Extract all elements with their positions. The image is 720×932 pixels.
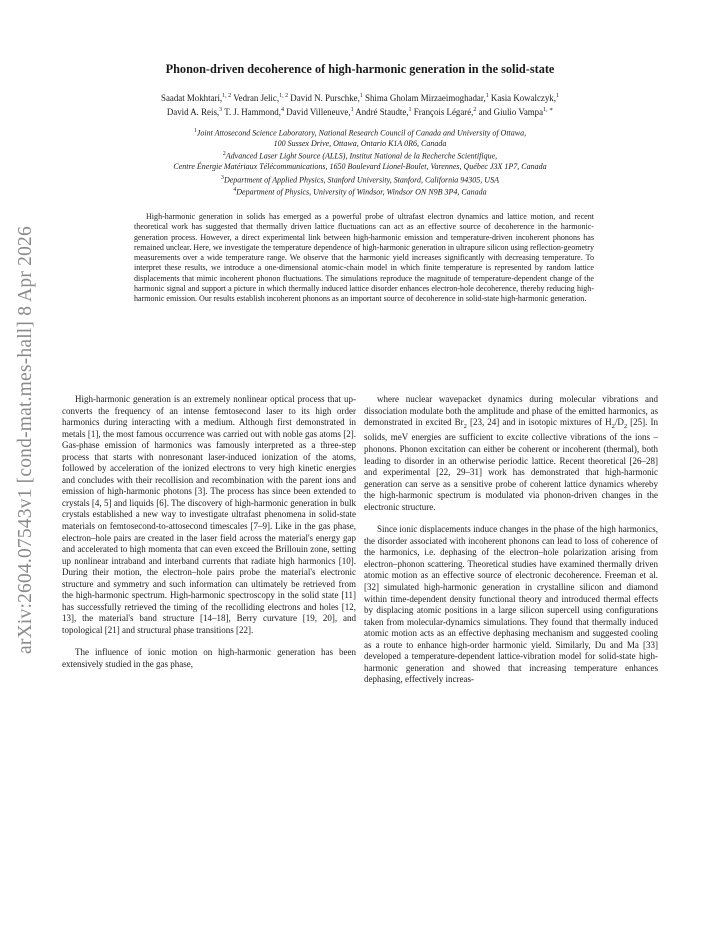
- affiliation-line: [40, 126, 680, 139]
- author-affil-mark: 1: [555, 93, 559, 99]
- author: Kasia Kowalczyk,: [490, 92, 556, 103]
- author: David N. Purschke,: [290, 92, 360, 103]
- body-paragraph: High-harmonic generation is an extremely nonlinear optical process that up-converts the frequency of an intense femtosecond laser to its high order harmonics during interacting with a medium. Although first demonstrated in metals [1], the most famous occurrence was carried out with noble gas atoms [2]. Gas-phase emission of harmonics was famously interpreted as a three-step process that starts with nonresonant laser-induced ionization of the atoms, followed by acceleration of the ionized electrons to very high kinetic energies and concludes with their recollision and recombination with the parent ions and emission of high-harmonic photons [3]. The process has since been extended to crystals [4, 5] and liquids [6]. The discovery of high-harmonic generation in bulk crystals established a new way to investigate ultrafast phenomena in solid-state materials on femtosecond-to-attosecond timescales [7–9]. Like in the gas phase, electron–hole pairs are created in the laser field across the material's energy gap and accelerated to high momenta that can even exceed the Brillouin zone, setting up nonlinear intraband and interband currents that radiate high harmonics [10]. During their motion, the electron–hole pairs probe the material's electronic structure and symmetry and such information can ultimately be retrieved from the high-harmonic spectrum. High-harmonic spectroscopy in the solid state [11] has successfully retrieved the timing of the recolliding electrons and holes [12, 13], the material's band structure [14–18], Berry curvature [19, 20], and topological [21] and structural phase transitions [22].: [62, 394, 356, 635]
- chem-subscript: 2: [611, 422, 615, 430]
- author: François Légaré,: [413, 106, 474, 117]
- affiliation-text: Joint Attosecond Science Laboratory, National Research Council of Canada and University of Ottawa,: [196, 128, 527, 138]
- author-list: [50, 91, 670, 118]
- author-affil-mark: 4: [280, 106, 284, 113]
- affiliation-text: Department of Physics, University of Windsor, Windsor ON N9B 3P4, Canada: [236, 188, 487, 198]
- paper-title: Phonon-driven decoherence of high-harmonic generation in the solid-state: [165, 62, 555, 76]
- author-affil-mark: 1: [408, 106, 412, 113]
- affiliation-mark: 1: [193, 128, 197, 134]
- body-paragraph: The influence of ionic motion on high-harmonic generation has been extensively studied in the gas phase,: [62, 647, 356, 670]
- body-paragraph: [364, 394, 658, 513]
- author-affil-mark: 1, ∗: [543, 106, 554, 113]
- text-run: [25]. In solids, meV energies are sufficient to excite collective vibrations of the ions – phonons. Phonon excitation can either be coherent or incoherent (thermal), both leading to disorder in an otherwise periodic lattice. Recent theoretical [26–28] and experimental [22, 29–31] work has demonstrated that high-harmonic generation can serve as a sensitive probe of coherent lattice dynamics whereby the high-harmonic spectrum is modulated via phonon-driven changes in the electronic structure.: [364, 417, 658, 512]
- body-column-left: [62, 394, 356, 671]
- author: David A. Reis,: [166, 106, 220, 117]
- chem-subscript: 2: [623, 422, 628, 430]
- author: Vedran Jelic,: [233, 92, 280, 103]
- affiliation-text: Department of Applied Physics, Stanford University, Stanford, California 94305, USA: [223, 175, 499, 185]
- author-affil-mark: 1, 2: [279, 93, 289, 99]
- author-affil-mark: 1, 2: [222, 93, 232, 99]
- affiliation-list: [40, 126, 680, 198]
- author: Saadat Mokhtari,: [161, 92, 223, 103]
- author-affil-mark: 1: [485, 93, 489, 99]
- author-affil-mark: 1: [350, 106, 354, 113]
- affiliation-line: [40, 139, 680, 149]
- author: Shima Gholam Mirzaeimoghadar,: [365, 92, 486, 103]
- author: André Staudte,: [355, 106, 409, 117]
- affiliation-line: [40, 149, 680, 162]
- text-run: [23, 24] and in isotopic mixtures of: [466, 417, 606, 428]
- author: T. J. Hammond,: [224, 106, 281, 117]
- affiliation-text: Centre Énergie Matériaux Télécommunications, 1650 Boulevard Lionel-Boulet, Varennes, Québec J3X 1P7, Canada: [173, 162, 547, 172]
- affiliation-text: 100 Sussex Drive, Ottawa, Ontario K1A 0R6, Canada: [273, 138, 447, 148]
- arxiv-identifier-text: arXiv:2604.07543v1 [cond-mat.mes-hall] 8 Apr 2026: [15, 226, 37, 654]
- author: David Villeneuve,: [286, 106, 351, 117]
- abstract-text: High-harmonic generation in solids has emerged as a powerful probe of ultrafast electron dynamics and lattice motion, and recent theoretical work has suggested that thermally driven lattice fluctuations can act as an effective source of decoherence in the harmonic-generation process. However, a direct experimental link between high-harmonic emission and temperature-driven incoherent phonons has remained unclear. Here, we investigate the temperature dependence of high-harmonic generation in ultrapure silicon using reflection-geometry measurements over a wide temperature range. We observe that the harmonic yield increases significantly with decreasing temperature. To interpret these results, we introduce a one-dimensional atomic-chain model in which finite temperature is represented by random lattice displacements that mimic incoherent phonon fluctuations. The simulations reproduce the magnitude of temperature-dependent change of the harmonic signal and support a picture in which thermally induced lattice disorder enhances electron-hole decoherence, thereby reducing high-harmonic emission. Our results establish incoherent phonons as an important source of decoherence in solid-state high-harmonic generation.: [134, 212, 594, 303]
- author-affil-mark: 2: [473, 106, 477, 113]
- affiliation-mark: 4: [233, 187, 237, 194]
- author-line-2: [50, 105, 670, 119]
- affiliation-line: [40, 173, 680, 186]
- affiliation-line: [40, 185, 680, 198]
- author-affil-mark: 1: [359, 93, 363, 99]
- affiliation-mark: 2: [222, 151, 226, 158]
- chem-h: H: [605, 417, 612, 428]
- author: and Giulio Vampa: [478, 106, 544, 117]
- affiliation-text: Advanced Laser Light Source (ALLS), Institut National de la Recherche Scientifique,: [225, 151, 498, 161]
- chem-br: Br: [454, 417, 464, 428]
- text-run: where nuclear wavepacket dynamics during molecular vibrations and dissociation modulate both the amplitude and phase of the emitted harmonics, as demonstrated in excited: [364, 394, 658, 428]
- author-affil-mark: 3: [219, 106, 223, 113]
- affiliation-line: [40, 162, 680, 172]
- chem-d: /D: [614, 417, 624, 428]
- body-column-right: [364, 394, 658, 686]
- arxiv-identifier: [8, 210, 44, 670]
- chem-subscript: 2: [463, 422, 467, 430]
- abstract: [134, 212, 594, 304]
- body-paragraph: Since ionic displacements induce changes in the phase of the high harmonics, the disorder associated with incoherent phonons can lead to loss of coherence of the harmonics, i.e. dephasing of the electron–hole polarization arising from electron–phonon scattering. Theoretical studies have examined thermally driven atomic motion as an effective source of electronic decoherence. Freeman et al. [32] simulated high-harmonic generation in crystalline silicon and diamond within time-dependent density functional theory and introduced thermal effects by displacing atomic positions in a large silicon supercell using configurations taken from molecular-dynamics simulations. They found that thermally induced atomic motion acts as an effective dephasing mechanism and suggested cooling as a route to enhance high-order harmonic yield. Similarly, Du and Ma [33] developed a temperature-dependent lattice-vibration model for solid-state high-harmonic generation and showed that increasing temperature enhances dephasing, effectively increas-: [364, 524, 658, 685]
- affiliation-mark: 3: [221, 174, 224, 181]
- author-line-1: [50, 91, 670, 105]
